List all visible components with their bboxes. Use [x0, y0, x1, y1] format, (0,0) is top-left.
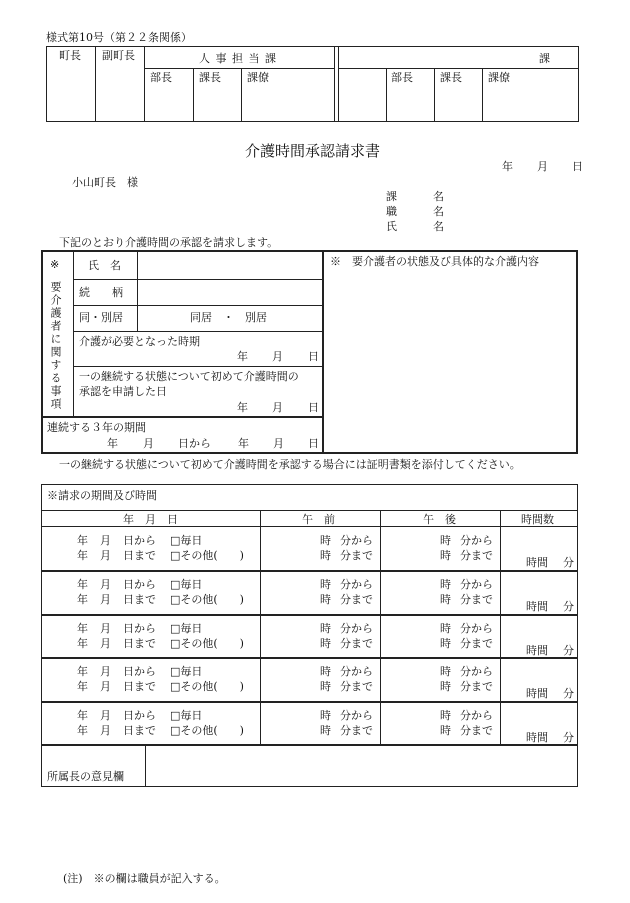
row-hours: 時間 — [526, 644, 548, 657]
supervisor-label: 所属長の意見欄 — [47, 770, 124, 783]
kacho-label-2: 課長 — [440, 71, 462, 84]
mayor-label: 町長 — [59, 49, 81, 62]
care-living-label: 同・別居 — [79, 311, 123, 324]
row-from-year: 年 — [77, 578, 88, 591]
attach-note: 一の継続する状態について初めて介護時間を承認する場合には証明書類を添付してください。 — [59, 458, 521, 471]
requester-ka-name: 名 — [433, 190, 444, 203]
date-month: 月 — [537, 160, 548, 173]
continuous-y1: 年 — [107, 437, 118, 450]
row-from-day: 日から — [123, 622, 156, 635]
row-hours: 時間 — [526, 556, 548, 569]
row-am-hour-from: 時 — [320, 622, 331, 635]
row-pm-min-to: 分まで — [460, 593, 493, 606]
bucho-label-2: 部長 — [391, 71, 413, 84]
row-other-checkbox: □その他( ) — [170, 593, 244, 606]
care-first-day: 日 — [308, 401, 319, 414]
row-from-day: 日から — [123, 709, 156, 722]
row-am-min-to: 分まで — [340, 680, 373, 693]
row-from-year: 年 — [77, 534, 88, 547]
document-title: 介護時間承認請求書 — [245, 142, 381, 160]
row-to-day: 日まで — [123, 680, 156, 693]
row-from-month: 月 — [100, 622, 111, 635]
row-every-day-checkbox: □毎日 — [170, 665, 203, 678]
karyo-label-1: 課僚 — [247, 71, 269, 84]
row-pm-hour-to: 時 — [440, 637, 451, 650]
care-needed-label: 介護が必要となった時期 — [79, 335, 200, 348]
continuous-m2: 月 — [273, 437, 284, 450]
row-hours: 時間 — [526, 731, 548, 744]
care-needed-day: 日 — [308, 350, 319, 363]
form-id: 様式第10号（第２２条関係） — [46, 31, 192, 44]
row-am-min-from: 分から — [340, 534, 373, 547]
row-minutes: 分 — [563, 687, 574, 700]
col-am: 午 前 — [302, 513, 335, 526]
care-needed-year: 年 — [237, 350, 248, 363]
care-first-month: 月 — [272, 401, 283, 414]
row-every-day-checkbox: □毎日 — [170, 578, 203, 591]
date-day: 日 — [572, 160, 583, 173]
row-from-day: 日から — [123, 534, 156, 547]
care-first-label-1: 一の継続する状態について初めて介護時間の — [79, 370, 299, 383]
row-pm-hour-from: 時 — [440, 709, 451, 722]
hr-dept-label: 人 事 担 当 課 — [199, 52, 277, 65]
row-pm-min-to: 分まで — [460, 549, 493, 562]
row-from-month: 月 — [100, 534, 111, 547]
col-hours: 時間数 — [521, 513, 554, 526]
bucho-label-1: 部長 — [150, 71, 172, 84]
row-minutes: 分 — [563, 556, 574, 569]
care-needed-month: 月 — [272, 350, 283, 363]
row-pm-hour-from: 時 — [440, 665, 451, 678]
row-hours: 時間 — [526, 600, 548, 613]
continuous-label: 連続する３年の期間 — [47, 421, 146, 434]
row-minutes: 分 — [563, 600, 574, 613]
date-year: 年 — [502, 160, 513, 173]
row-pm-hour-from: 時 — [440, 622, 451, 635]
row-minutes: 分 — [563, 731, 574, 744]
row-from-day: 日から — [123, 665, 156, 678]
row-other-checkbox: □その他( ) — [170, 549, 244, 562]
row-from-year: 年 — [77, 665, 88, 678]
row-am-hour-from: 時 — [320, 665, 331, 678]
requester-shi: 氏 — [386, 220, 397, 233]
row-to-day: 日まで — [123, 637, 156, 650]
row-am-min-to: 分まで — [340, 724, 373, 737]
row-to-month: 月 — [100, 637, 111, 650]
row-am-min-to: 分まで — [340, 593, 373, 606]
care-mark: ※ — [50, 258, 60, 271]
row-from-year: 年 — [77, 622, 88, 635]
care-first-year: 年 — [237, 401, 248, 414]
col-pm: 午 後 — [423, 513, 456, 526]
row-to-year: 年 — [77, 724, 88, 737]
row-pm-min-to: 分まで — [460, 637, 493, 650]
period-header: ※請求の期間及び時間 — [47, 489, 157, 502]
care-living-value: 同居 ・ 別居 — [190, 311, 267, 324]
row-from-month: 月 — [100, 578, 111, 591]
row-am-min-from: 分から — [340, 665, 373, 678]
karyo-label-2: 課僚 — [488, 71, 510, 84]
row-pm-hour-to: 時 — [440, 549, 451, 562]
row-every-day-checkbox: □毎日 — [170, 622, 203, 635]
row-pm-hour-to: 時 — [440, 724, 451, 737]
kacho-label-1: 課長 — [199, 71, 221, 84]
row-from-month: 月 — [100, 709, 111, 722]
footer-note: (注) ※の欄は職員が記入する。 — [63, 872, 226, 885]
row-hours: 時間 — [526, 687, 548, 700]
row-pm-min-from: 分から — [460, 534, 493, 547]
intro-text: 下記のとおり介護時間の承認を請求します。 — [59, 236, 279, 249]
row-to-day: 日まで — [123, 549, 156, 562]
care-first-label-2: 承認を申請した日 — [79, 385, 167, 398]
row-other-checkbox: □その他( ) — [170, 680, 244, 693]
row-from-day: 日から — [123, 578, 156, 591]
row-to-year: 年 — [77, 549, 88, 562]
requester-ka: 課 — [386, 190, 397, 203]
continuous-d1: 日から — [178, 437, 211, 450]
row-minutes: 分 — [563, 644, 574, 657]
row-to-month: 月 — [100, 593, 111, 606]
continuous-d2: 日 — [308, 437, 319, 450]
requester-shi-name: 名 — [433, 220, 444, 233]
requester-shoku-name: 名 — [433, 205, 444, 218]
care-right-header: ※ 要介護者の状態及び具体的な介護内容 — [330, 255, 539, 268]
row-to-year: 年 — [77, 680, 88, 693]
care-name-label: 氏 名 — [88, 259, 121, 272]
care-relation-label: 続 柄 — [79, 286, 123, 299]
care-vertical-label: 要介護者に関する事項 — [49, 281, 62, 411]
row-am-min-to: 分まで — [340, 637, 373, 650]
col-date: 年 月 日 — [123, 513, 178, 526]
row-am-min-to: 分まで — [340, 549, 373, 562]
row-other-checkbox: □その他( ) — [170, 724, 244, 737]
vice-mayor-label: 副町長 — [102, 49, 135, 62]
row-pm-min-to: 分まで — [460, 680, 493, 693]
continuous-m1: 月 — [143, 437, 154, 450]
row-am-hour-to: 時 — [320, 680, 331, 693]
row-every-day-checkbox: □毎日 — [170, 534, 203, 547]
row-from-month: 月 — [100, 665, 111, 678]
row-am-min-from: 分から — [340, 578, 373, 591]
requester-shoku: 職 — [386, 205, 397, 218]
continuous-y2: 年 — [238, 437, 249, 450]
row-to-day: 日まで — [123, 724, 156, 737]
row-to-day: 日まで — [123, 593, 156, 606]
row-pm-hour-from: 時 — [440, 534, 451, 547]
row-pm-min-from: 分から — [460, 622, 493, 635]
row-to-month: 月 — [100, 549, 111, 562]
row-to-year: 年 — [77, 637, 88, 650]
row-pm-hour-to: 時 — [440, 593, 451, 606]
row-to-month: 月 — [100, 724, 111, 737]
row-am-hour-to: 時 — [320, 593, 331, 606]
row-pm-hour-from: 時 — [440, 578, 451, 591]
row-pm-min-from: 分から — [460, 709, 493, 722]
row-other-checkbox: □その他( ) — [170, 637, 244, 650]
row-am-hour-from: 時 — [320, 709, 331, 722]
row-am-min-from: 分から — [340, 622, 373, 635]
row-am-hour-to: 時 — [320, 724, 331, 737]
addressee: 小山町長 様 — [72, 176, 138, 189]
row-from-year: 年 — [77, 709, 88, 722]
row-am-hour-from: 時 — [320, 578, 331, 591]
row-every-day-checkbox: □毎日 — [170, 709, 203, 722]
row-am-hour-to: 時 — [320, 637, 331, 650]
row-pm-min-from: 分から — [460, 578, 493, 591]
row-pm-min-from: 分から — [460, 665, 493, 678]
row-am-hour-to: 時 — [320, 549, 331, 562]
row-am-hour-from: 時 — [320, 534, 331, 547]
row-pm-min-to: 分まで — [460, 724, 493, 737]
row-pm-hour-to: 時 — [440, 680, 451, 693]
row-to-month: 月 — [100, 680, 111, 693]
row-am-min-from: 分から — [340, 709, 373, 722]
row-to-year: 年 — [77, 593, 88, 606]
dept-suffix-label: 課 — [539, 52, 550, 65]
